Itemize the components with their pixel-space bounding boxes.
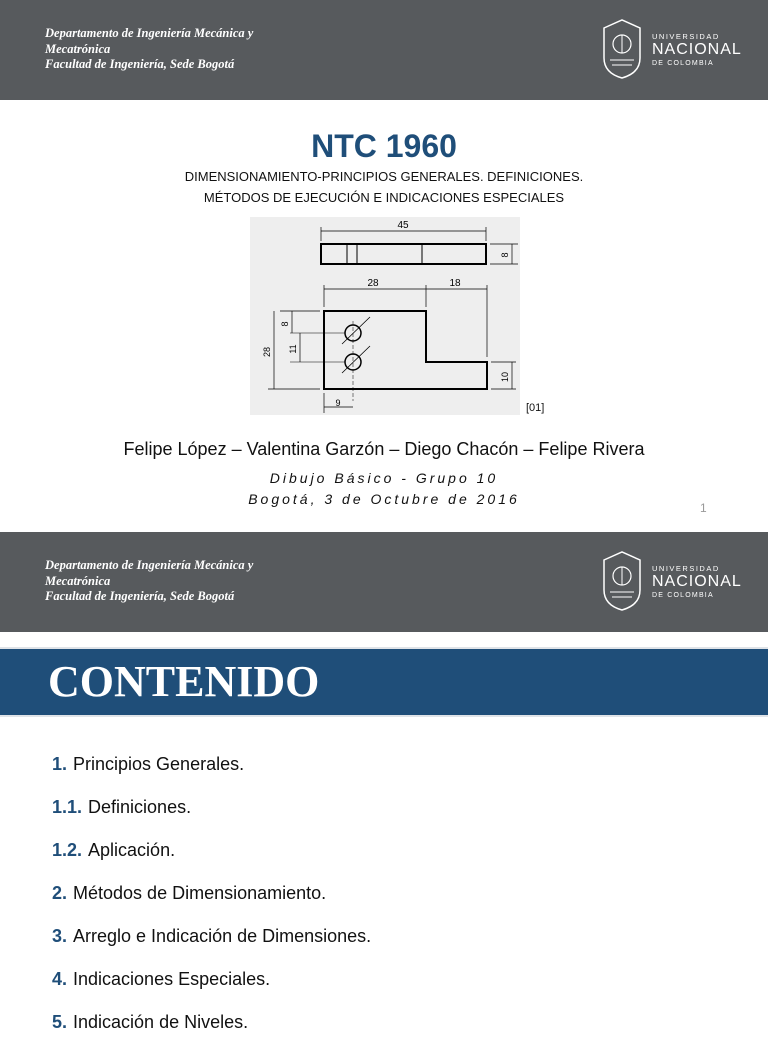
toc-item (52, 961, 371, 1004)
logo-text-big: NACIONAL (652, 41, 742, 58)
university-logo (600, 18, 742, 80)
front-view-part (324, 311, 487, 389)
toc-number: 5. (52, 1012, 68, 1032)
dim-label-18: 18 (449, 278, 461, 289)
dept-line2: Mecatrónica (45, 573, 111, 588)
faculty-line: Facultad de Ingeniería, Sede Bogotá (45, 57, 235, 71)
toc-text: Principios Generales. (73, 754, 245, 774)
section-heading-band (0, 647, 768, 717)
toc-item (52, 918, 371, 961)
logo-text-sub: DE COLOMBIA (652, 60, 714, 67)
dept-line1: Departamento de Ingeniería Mecánica y (45, 26, 254, 40)
slide-subtitle (0, 166, 768, 208)
top-view-part (321, 244, 486, 264)
toc-number: 3. (52, 926, 68, 946)
figure-reference: [01] (526, 402, 545, 414)
toc-item (52, 832, 371, 875)
subtitle-line1: DIMENSIONAMIENTO-PRINCIPIOS GENERALES. DEFINICIONES. (184, 169, 584, 184)
dimensioned-drawing (250, 217, 520, 415)
dept-line2: Mecatrónica (45, 41, 111, 56)
dim-label-45: 45 (397, 220, 409, 231)
toc-number: 1.2. (52, 840, 83, 860)
dim-label-11: 11 (288, 344, 298, 354)
table-of-contents (52, 746, 371, 1047)
logo-text-small: UNIVERSIDAD (652, 32, 720, 41)
authors: Felipe López – Valentina Garzón – Diego Chacón – Felipe Rivera (123, 439, 645, 459)
logo-text-small: UNIVERSIDAD (652, 564, 720, 573)
toc-item (52, 746, 371, 789)
toc-item (52, 875, 371, 918)
logo-text-sub: DE COLOMBIA (652, 592, 714, 599)
dim-label-28-vertical: 28 (262, 346, 272, 358)
slide-title: NTC 1960 (311, 128, 457, 164)
dept-line1: Departamento de Ingeniería Mecánica y (45, 558, 254, 572)
department-text (45, 558, 315, 605)
university-seal-icon (600, 550, 644, 612)
toc-number: 2. (52, 883, 68, 903)
presentation-date: Bogotá, 3 de Octubre de 2016 (248, 491, 520, 507)
dim-label-8b: 8 (280, 321, 290, 327)
toc-number: 1. (52, 754, 68, 774)
section-heading: CONTENIDO (48, 657, 320, 706)
toc-text: Aplicación. (88, 840, 176, 860)
dim-label-9: 9 (335, 398, 341, 408)
toc-item (52, 789, 371, 832)
logo-text-big: NACIONAL (652, 573, 742, 590)
slide2-header (0, 532, 768, 632)
dim-label-8: 8 (500, 252, 510, 258)
toc-text: Indicaciones Especiales. (73, 969, 271, 989)
toc-text: Métodos de Dimensionamiento. (73, 883, 327, 903)
toc-number: 4. (52, 969, 68, 989)
toc-item (52, 1004, 371, 1047)
technical-drawing-svg (250, 217, 520, 415)
page-number: 1 (700, 501, 707, 515)
faculty-line: Facultad de Ingeniería, Sede Bogotá (45, 589, 235, 603)
slide1-header (0, 0, 768, 100)
university-seal-icon (600, 18, 644, 80)
university-logo (600, 550, 742, 612)
toc-text: Indicación de Niveles. (73, 1012, 249, 1032)
toc-text: Arreglo e Indicación de Dimensiones. (73, 926, 372, 946)
course-group: Dibujo Básico - Grupo 10 (269, 470, 499, 486)
dim-label-28: 28 (367, 278, 379, 289)
toc-number: 1.1. (52, 797, 83, 817)
department-text (45, 26, 315, 73)
toc-text: Definiciones. (88, 797, 192, 817)
subtitle-line2: MÉTODOS DE EJECUCIÓN E INDICACIONES ESPECIALES (203, 190, 565, 205)
dim-label-10: 10 (500, 371, 510, 383)
